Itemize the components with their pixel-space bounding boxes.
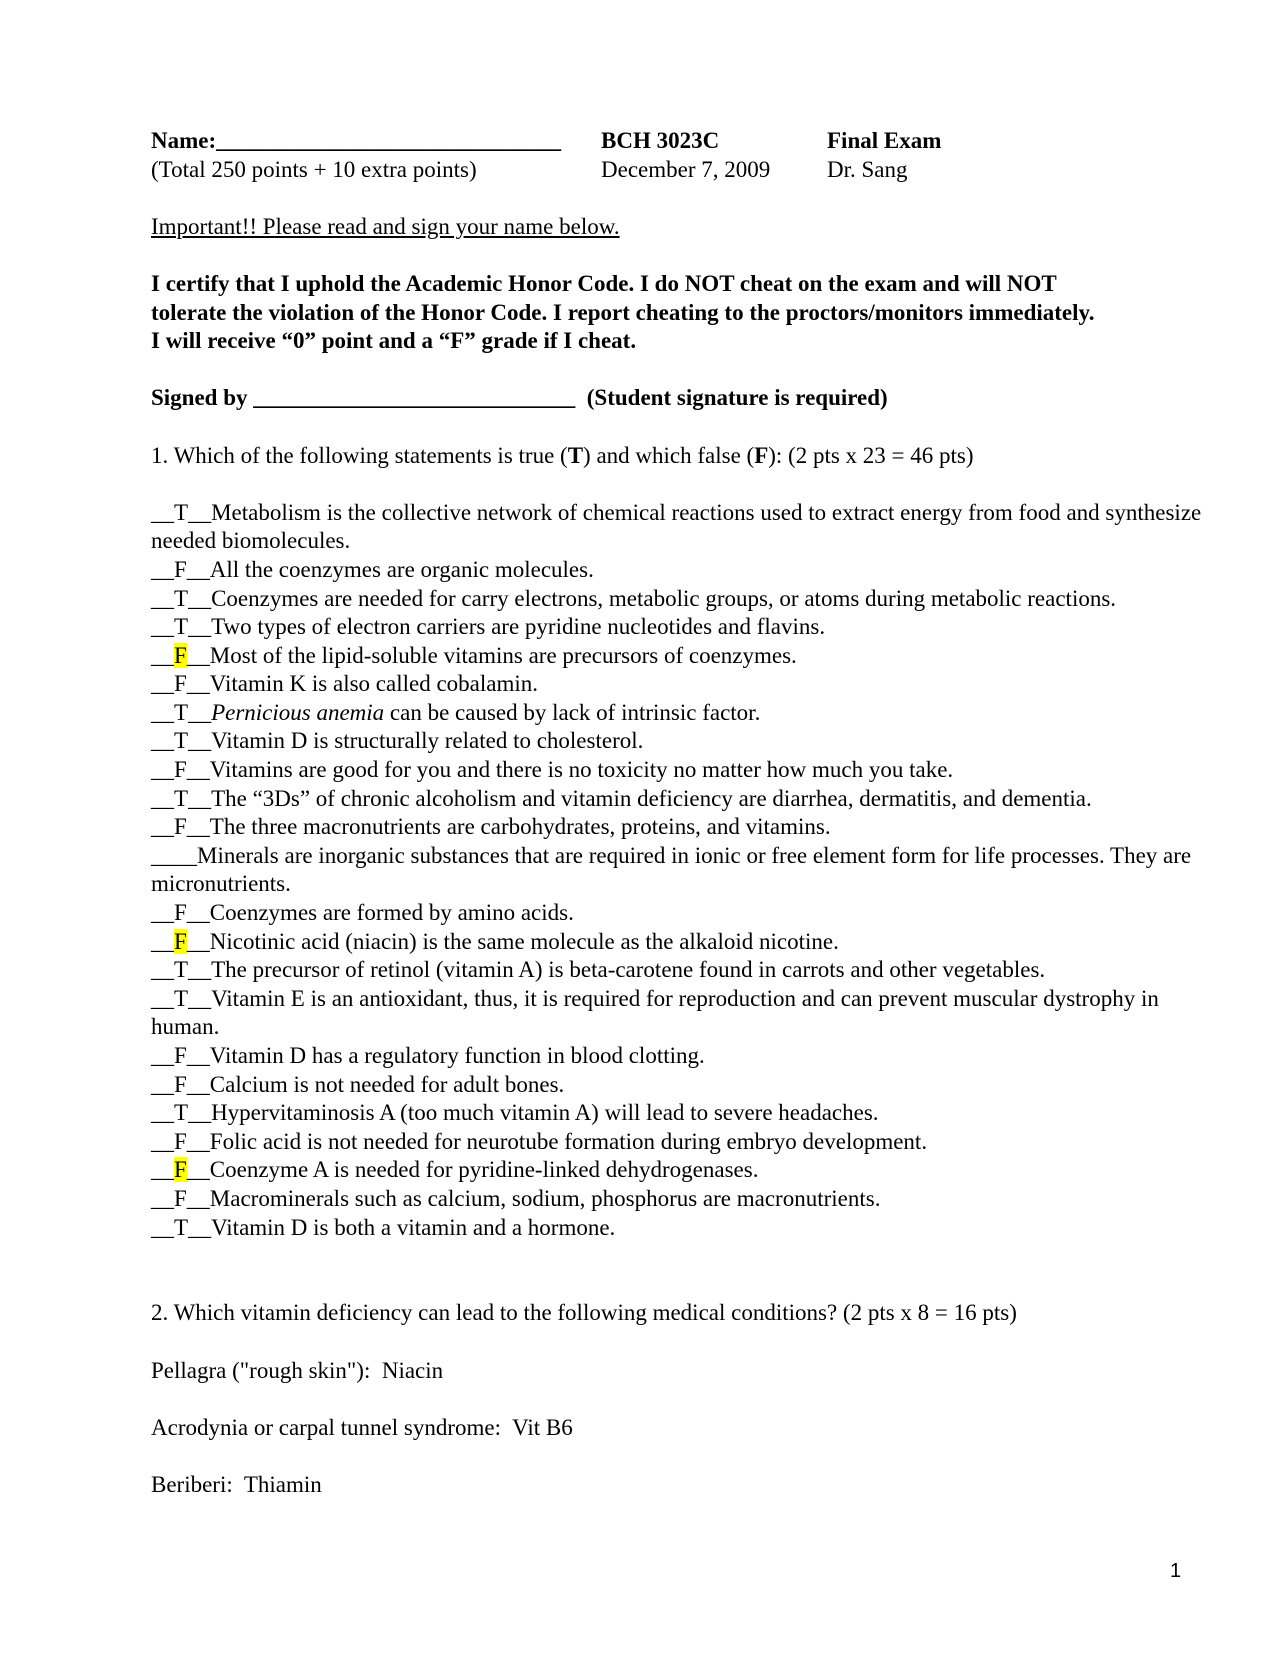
answer-letter: F bbox=[174, 757, 187, 783]
answer-blank: __F__ bbox=[151, 671, 210, 697]
answer-letter: T bbox=[174, 585, 189, 611]
tf-statement bbox=[151, 756, 1211, 785]
q1-prompt bbox=[151, 442, 1211, 471]
answer-letter: T bbox=[174, 699, 189, 725]
q1-false-letter: F bbox=[754, 442, 769, 468]
statement-text: Vitamins are good for you and there is no toxicity no matter how much you take. bbox=[209, 757, 954, 783]
statement-text: Coenzyme A is needed for pyridine-linked dehydrogenases. bbox=[209, 1157, 759, 1183]
tf-statement bbox=[151, 1099, 1211, 1128]
tf-statement bbox=[151, 1128, 1211, 1157]
condition-name: Beriberi: bbox=[151, 1471, 233, 1497]
answer-letter: T bbox=[174, 1100, 189, 1126]
answer-blank: __F__ bbox=[151, 642, 210, 668]
answer-blank: __T__ bbox=[151, 1214, 212, 1240]
tf-statement bbox=[151, 842, 1211, 899]
answer-letter: F bbox=[174, 642, 187, 668]
statement-text: Two types of electron carriers are pyridine nucleotides and flavins. bbox=[211, 614, 826, 640]
answer-blank: __T__ bbox=[151, 699, 212, 725]
statement-text: Vitamin D has a regulatory function in blood clotting. bbox=[209, 1043, 705, 1068]
answer-blank: __F__ bbox=[151, 900, 210, 926]
statement-text: Most of the lipid-soluble vitamins are precursors of coenzymes. bbox=[209, 642, 797, 668]
tf-statement bbox=[151, 556, 1211, 585]
answer-blank: __F__ bbox=[151, 556, 210, 582]
page-content bbox=[151, 127, 1211, 1500]
tf-statement bbox=[151, 985, 1211, 1042]
total-points: (Total 250 points + 10 extra points) bbox=[151, 156, 477, 182]
statement-text: Vitamin D is both a vitamin and a hormone. bbox=[211, 1214, 616, 1240]
statement-text: The precursor of retinol (vitamin A) is beta-carotene found in carrots and other vegetables. bbox=[211, 957, 1046, 983]
q1-prompt-b: ) and which false ( bbox=[583, 442, 755, 468]
exam-title: Final Exam bbox=[827, 128, 942, 153]
italic-term: Pernicious anemia bbox=[211, 699, 385, 725]
statement-text: Folic acid is not needed for neurotube formation during embryo development. bbox=[209, 1128, 928, 1154]
statement-text: The three macronutrients are carbohydrates, proteins, and vitamins. bbox=[209, 814, 831, 840]
q1-prompt-c: ): (2 pts x 23 = 46 pts) bbox=[768, 442, 974, 468]
tf-statement bbox=[151, 499, 1211, 556]
answer-blank: __F__ bbox=[151, 1043, 210, 1068]
q1-true-letter: T bbox=[567, 442, 584, 468]
signature-line bbox=[151, 384, 1211, 413]
tf-statement bbox=[151, 1071, 1211, 1100]
vitamin-answer: Vit B6 bbox=[512, 1414, 573, 1440]
answer-letter: F bbox=[174, 1185, 187, 1211]
important-notice: Important!! Please read and sign your name below. bbox=[151, 213, 620, 239]
answer-blank: __T__ bbox=[151, 957, 212, 983]
answer-letter: T bbox=[174, 728, 189, 754]
statement-text: Vitamin K is also called cobalamin. bbox=[209, 671, 538, 697]
statement-text: Nicotinic acid (niacin) is the same molecule as the alkaloid nicotine. bbox=[209, 928, 839, 954]
tf-statement bbox=[151, 642, 1211, 671]
answer-letter: F bbox=[174, 928, 187, 954]
statement-text: The “3Ds” of chronic alcoholism and vitamin deficiency are diarrhea, dermatitis, and dementia. bbox=[211, 785, 1092, 811]
tf-statement bbox=[151, 1214, 1211, 1243]
statement-text: Vitamin D is structurally related to cholesterol. bbox=[211, 728, 644, 754]
tf-statement bbox=[151, 699, 1211, 728]
exam-date: December 7, 2009 bbox=[601, 156, 771, 182]
tf-statement bbox=[151, 670, 1211, 699]
answer-blank: __T__ bbox=[151, 585, 212, 611]
answer-letter: T bbox=[174, 957, 189, 983]
answer-letter: T bbox=[174, 499, 189, 525]
answer-blank: __F__ bbox=[151, 1157, 210, 1183]
header-row-2 bbox=[151, 156, 1211, 185]
condition-answer bbox=[151, 1357, 1211, 1386]
page-number: 1 bbox=[1170, 1560, 1182, 1582]
answer-blank: __T__ bbox=[151, 985, 212, 1011]
answer-blank: __F__ bbox=[151, 814, 210, 840]
tf-statement bbox=[151, 899, 1211, 928]
tf-statement bbox=[151, 785, 1211, 814]
statement-text: Macrominerals such as calcium, sodium, phosphorus are macronutrients. bbox=[209, 1185, 881, 1211]
condition-answer bbox=[151, 1414, 1211, 1443]
tf-statement bbox=[151, 928, 1211, 957]
header-row-1 bbox=[151, 127, 1211, 156]
statement-text: Coenzymes are needed for carry electrons, metabolic groups, or atoms during metabolic reactions. bbox=[211, 585, 1117, 611]
statement-text: can be caused by lack of intrinsic factor. bbox=[384, 699, 761, 725]
answer-letter: F bbox=[174, 1043, 187, 1068]
answer-blank: ____ bbox=[151, 842, 197, 868]
signed-by-label: Signed by ____________________________ bbox=[151, 385, 576, 411]
answer-letter: F bbox=[174, 671, 187, 697]
statement-text: Calcium is not needed for adult bones. bbox=[209, 1071, 565, 1097]
tf-statement bbox=[151, 585, 1211, 614]
vitamin-answer: Thiamin bbox=[243, 1471, 322, 1497]
answer-letter: F bbox=[174, 900, 187, 926]
answer-blank: __T__ bbox=[151, 1100, 212, 1126]
answer-blank: __F__ bbox=[151, 757, 210, 783]
honor-line-2: tolerate the violation of the Honor Code. I report cheating to the proctors/monitors immediately. bbox=[151, 299, 1095, 325]
answer-letter: T bbox=[174, 1214, 189, 1240]
honor-line-3: I will receive “0” point and a “F” grade if I cheat. bbox=[151, 328, 637, 354]
tf-statement bbox=[151, 1156, 1211, 1185]
honor-line-1: I certify that I uphold the Academic Honor Code. I do NOT cheat on the exam and will NOT bbox=[151, 270, 1057, 296]
answer-blank: __T__ bbox=[151, 785, 212, 811]
condition-answer bbox=[151, 1471, 1211, 1500]
q2-answer-list bbox=[151, 1328, 1211, 1500]
answer-letter: F bbox=[174, 1071, 187, 1097]
answer-blank: __F__ bbox=[151, 1128, 210, 1154]
statement-text: Minerals are inorganic substances that are required in ionic or free element form for life processes. They are micronutrients. bbox=[151, 842, 1192, 897]
instructor-name: Dr. Sang bbox=[827, 156, 908, 182]
q2-prompt: 2. Which vitamin deficiency can lead to the following medical conditions? (2 pts x 8 = 16 pts) bbox=[151, 1300, 1017, 1326]
tf-statement bbox=[151, 956, 1211, 985]
answer-letter: T bbox=[174, 785, 189, 811]
name-field: Name:______________________________ bbox=[151, 128, 562, 153]
answer-letter: F bbox=[174, 556, 187, 582]
answer-blank: __T__ bbox=[151, 499, 212, 525]
answer-letter: T bbox=[174, 614, 189, 640]
tf-statement bbox=[151, 813, 1211, 842]
tf-statement bbox=[151, 1185, 1211, 1214]
q1-statement-list bbox=[151, 499, 1211, 1242]
tf-statement bbox=[151, 1042, 1211, 1071]
honor-code bbox=[151, 270, 1211, 356]
condition-name: Pellagra ("rough skin"): bbox=[151, 1357, 371, 1383]
answer-blank: __F__ bbox=[151, 928, 210, 954]
answer-letter: T bbox=[174, 985, 189, 1011]
vitamin-answer: Niacin bbox=[381, 1357, 444, 1383]
condition-name: Acrodynia or carpal tunnel syndrome: bbox=[151, 1414, 501, 1440]
q1-prompt-a: 1. Which of the following statements is true ( bbox=[151, 442, 568, 468]
course-code: BCH 3023C bbox=[601, 128, 720, 153]
answer-blank: __F__ bbox=[151, 1185, 210, 1211]
statement-text: Hypervitaminosis A (too much vitamin A) will lead to severe headaches. bbox=[211, 1100, 879, 1126]
signature-note: (Student signature is required) bbox=[586, 385, 888, 411]
statement-text: Metabolism is the collective network of chemical reactions used to extract energy from food and synthesize needed biomolecules. bbox=[151, 499, 1202, 554]
answer-letter: F bbox=[174, 1128, 187, 1154]
answer-letter: F bbox=[174, 814, 187, 840]
statement-text: Vitamin E is an antioxidant, thus, it is required for reproduction and can prevent muscular dystrophy in human. bbox=[151, 985, 1159, 1040]
answer-letter: F bbox=[174, 1157, 187, 1183]
tf-statement bbox=[151, 727, 1211, 756]
answer-blank: __T__ bbox=[151, 614, 212, 640]
statement-text: Coenzymes are formed by amino acids. bbox=[209, 900, 574, 926]
statement-text: All the coenzymes are organic molecules. bbox=[209, 556, 594, 582]
answer-blank: __T__ bbox=[151, 728, 212, 754]
answer-blank: __F__ bbox=[151, 1071, 210, 1097]
tf-statement bbox=[151, 613, 1211, 642]
